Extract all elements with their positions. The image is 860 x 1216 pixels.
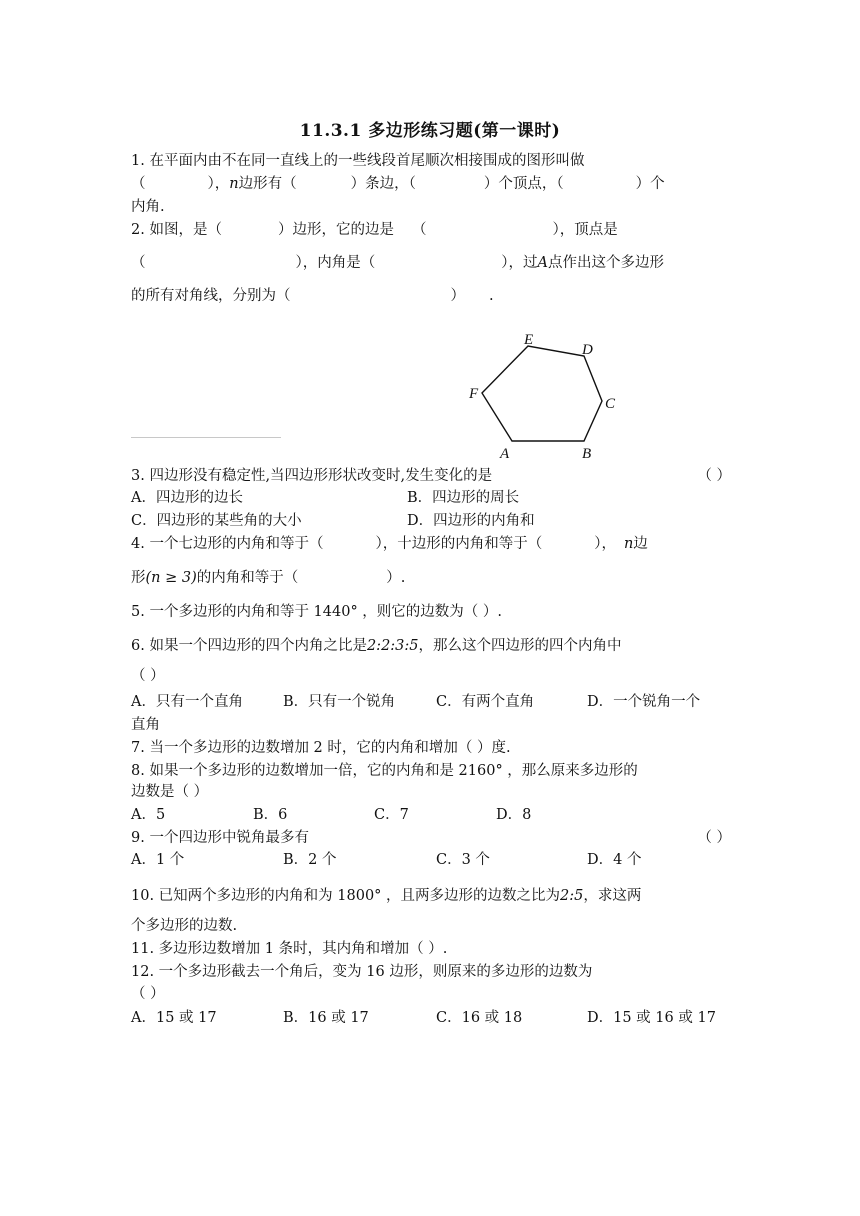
q9-option-b: B．2 个 [283,852,337,868]
q7-line: 7. 当一个多边形的边数增加 2 时，它的内角和增加（ ）度. [131,740,511,756]
vertex-e-label: E [524,332,534,348]
q3-option-b: B．四边形的周长 [407,490,520,506]
q8-option-c: C．7 [374,807,409,823]
q3-stem-text: 3. 四边形没有稳定性,当四边形形状改变时,发生变化的是 [131,468,493,484]
q8-option-a: A．5 [131,807,166,823]
q8-line1: 8. 如果一个多边形的边数增加一倍，它的内角和是 2160° ，那么原来多边形的 [131,763,638,779]
q3-option-c: C．四边形的某些角的大小 [131,513,302,529]
q9-option-c: C．3 个 [436,852,490,868]
q3-options-row1 [131,488,731,508]
q12-answer-paren: （ ） [131,986,165,1002]
q9-stem [131,828,731,848]
q1-paren-close: ）， [207,176,230,192]
q3-options-row2 [131,511,731,531]
q2-line3 [131,286,731,306]
q3-answer-paren: （ ） [697,468,731,484]
q6-ratio: 2:2:3:5 [366,638,419,654]
page-title: 11.3.1 多边形练习题(第一课时) [299,121,561,141]
q4-text-e: 形 [131,570,146,586]
q4-text-d: 边 [633,536,648,552]
q1-text-angles: ）个顶点，（ [483,176,564,192]
q6-option-a: A．只有一个直角 [131,694,243,710]
q6-option-c: C．有两个直角 [436,694,535,710]
q9-answer-paren: （ ） [697,830,731,846]
q4-var-n: n [623,536,634,552]
vertex-f-label: F [469,386,479,402]
q1-paren-open: （ [131,176,146,192]
q10-line1 [131,886,731,906]
q2-text-g: ），过 [501,255,538,271]
q12-options-row [131,1008,731,1028]
q9-options-row [131,850,731,870]
q8-option-b: B．6 [253,807,288,823]
q1-text-vertices: ）条边，（ [350,176,416,192]
q1-line3: 内角. [131,199,165,215]
q4-line2 [131,568,731,588]
q4-text-c: ）， [594,536,616,552]
q9-option-a: A．1 个 [131,852,185,868]
q8-line2: 边数是（ ） [131,784,209,800]
q6-text-b: ，那么这个四边形的四个内角中 [418,638,622,654]
q11-line: 11. 多边形边数增加 1 条时，其内角和增加（ ）. [131,941,448,957]
q5-line: 5. 一个多边形的内角和等于 1440° ，则它的边数为（ ）. [131,604,503,620]
q10-text-b: ，求这两 [583,888,642,904]
q10-text-a: 10. 已知两个多边形的内角和为 1800° ，且两多边形的边数之比为 [131,888,561,904]
q6-option-b: B．只有一个锐角 [283,694,396,710]
q1-text-sides: 边形有（ [238,176,297,192]
q4-text-a: 4. 一个七边形的内角和等于（ [131,536,324,552]
q6-text-a: 6. 如果一个四边形的四个内角之比是 [131,638,367,654]
q2-text-k: . [489,288,494,304]
q2-text-h: 点作出这个多边形 [547,255,664,271]
q6-answer-paren: （ ） [131,668,165,684]
vertex-d-label: D [582,342,593,358]
divider-line [131,437,281,438]
q6-wrap: 直角 [131,717,160,733]
vertex-c-label: C [605,396,616,412]
vertex-a-label: A [500,446,510,462]
q2-line1 [131,220,731,240]
q12-option-a: A．15 或 17 [131,1010,217,1026]
q4-text-b: ），十边形的内角和等于（ [375,536,543,552]
q10-ratio: 2:5 [560,888,584,904]
q4-text-g: ）. [386,570,406,586]
q1-line2 [131,174,731,194]
q6-options-row [131,692,731,712]
q8-option-d: D．8 [496,807,532,823]
q2-text-a: 2. 如图，是（ [131,222,222,238]
q2-text-f: ），内角是（ [295,255,376,271]
q4-line1 [131,534,731,554]
q2-var-a: A [537,255,548,271]
q2-text-j: ） [450,288,465,304]
hexagon-shape [482,346,602,441]
q1-var-n: n [229,176,239,192]
q10-line2: 个多边形的边数. [131,918,238,934]
q12-option-d: D．15 或 16 或 17 [587,1010,716,1026]
q9-option-d: D．4 个 [587,852,642,868]
q1-line1: 1. 在平面内由不在同一直线上的一些线段首尾顺次相接围成的图形叫做 [131,153,585,169]
q3-option-d: D．四边形的内角和 [407,513,535,529]
vertex-b-label: B [582,446,592,462]
q2-text-e: （ [131,255,146,271]
q2-text-c: （ [411,222,427,238]
q2-line2 [131,253,731,273]
q4-text-f: 的内角和等于（ [196,570,299,586]
q9-stem-text: 9. 一个四边形中锐角最多有 [131,830,309,846]
q4-condition: (n ≥ 3) [145,570,197,586]
q6-line1 [131,636,731,656]
q6-option-d: D．一个锐角一个 [587,694,701,710]
q12-option-c: C．16 或 18 [436,1010,523,1026]
q2-text-b: ）边形，它的边是 [277,222,394,238]
q12-option-b: B．16 或 17 [283,1010,369,1026]
q2-text-d: ），顶点是 [552,222,618,238]
q12-line1: 12. 一个多边形截去一个角后，变为 16 边形，则原来的多边形的边数为 [131,964,593,980]
q3-option-a: A．四边形的边长 [131,490,243,506]
q2-text-i: 的所有对角线，分别为（ [131,288,291,304]
hexagon-figure [460,326,630,462]
q1-text-end: ）个 [635,176,665,192]
q3-stem [131,466,731,486]
q8-options-row [131,805,731,825]
